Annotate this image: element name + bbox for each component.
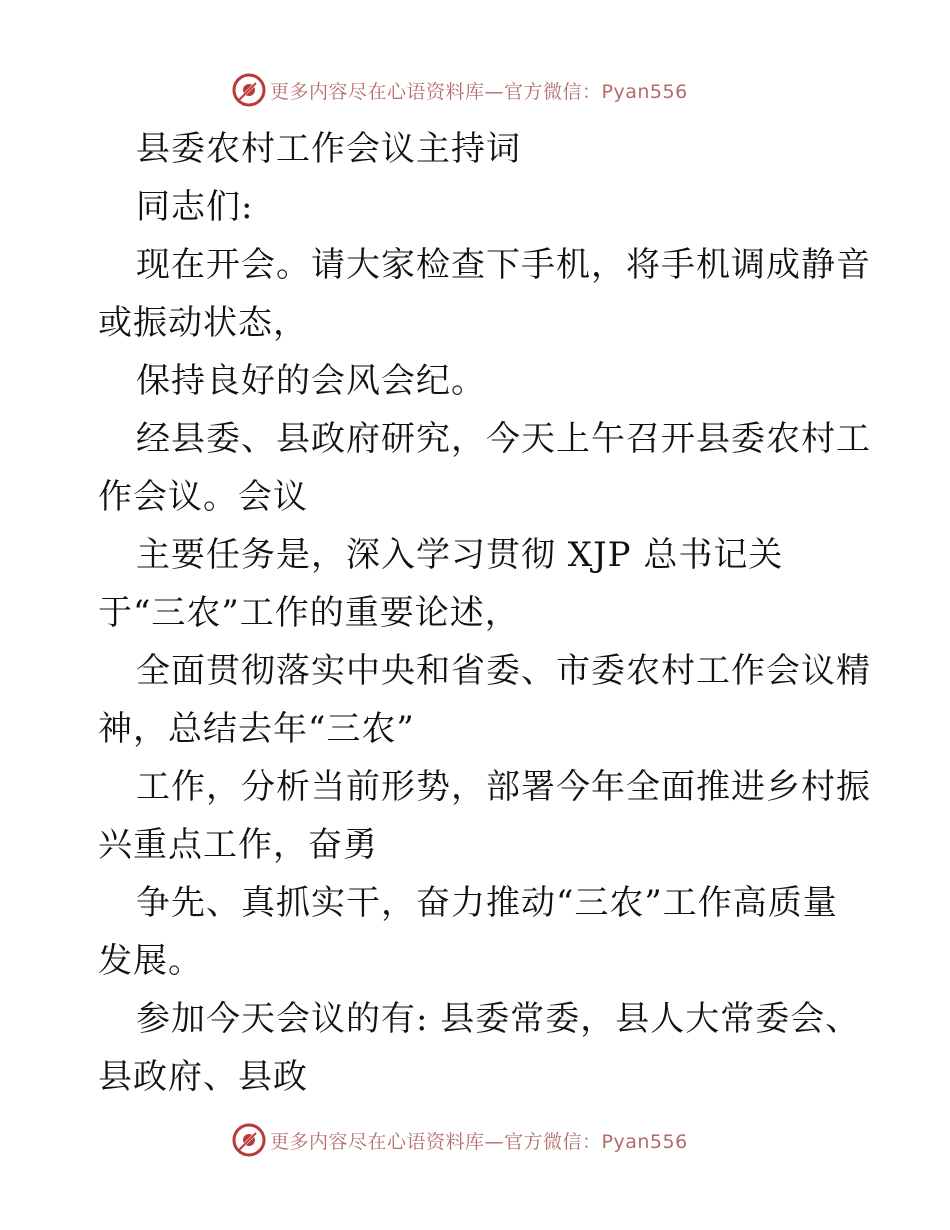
paragraph-line: 保持良好的会风会纪。 xyxy=(136,361,486,401)
paragraph-line: 争先、真抓实干，奋力推动“三农”工作高质量 xyxy=(136,883,838,923)
paragraph-line: 发展。 xyxy=(98,941,203,981)
paragraph-line: 作会议。会议 xyxy=(98,477,308,517)
brand-logo-icon xyxy=(232,1123,266,1157)
brand-logo-icon xyxy=(232,73,266,107)
document-title: 县委农村工作会议主持词 xyxy=(136,129,521,169)
salutation: 同志们: xyxy=(136,187,254,227)
paragraph-line: 或振动状态， xyxy=(98,303,308,343)
footer-banner[interactable] xyxy=(232,1120,688,1160)
paragraph-line: 全面贯彻落实中央和省委、市委农村工作会议精 xyxy=(136,651,871,691)
paragraph-line: 于“三农”工作的重要论述， xyxy=(98,593,520,633)
paragraph-line: 现在开会。请大家检查下手机，将手机调成静音 xyxy=(136,245,871,285)
footer-banner-text: 更多内容尽在心语资料库—官方微信：Pyan556 xyxy=(270,1130,688,1153)
header-banner-text: 更多内容尽在心语资料库—官方微信：Pyan556 xyxy=(270,80,688,103)
paragraph-line: 参加今天会议的有: 县委常委，县人大常委会、 xyxy=(136,999,861,1039)
paragraph-line: 工作，分析当前形势，部署今年全面推进乡村振 xyxy=(136,767,871,807)
paragraph-line: 主要任务是，深入学习贯彻 XJP 总书记关 xyxy=(136,535,784,575)
document-body xyxy=(98,120,871,1106)
paragraph-line: 兴重点工作，奋勇 xyxy=(98,825,378,865)
paragraph-line: 经县委、县政府研究，今天上午召开县委农村工 xyxy=(136,419,871,459)
paragraph-line: 县政府、县政 xyxy=(98,1057,308,1097)
header-banner[interactable] xyxy=(232,70,688,110)
paragraph-line: 神，总结去年“三农” xyxy=(98,709,415,749)
